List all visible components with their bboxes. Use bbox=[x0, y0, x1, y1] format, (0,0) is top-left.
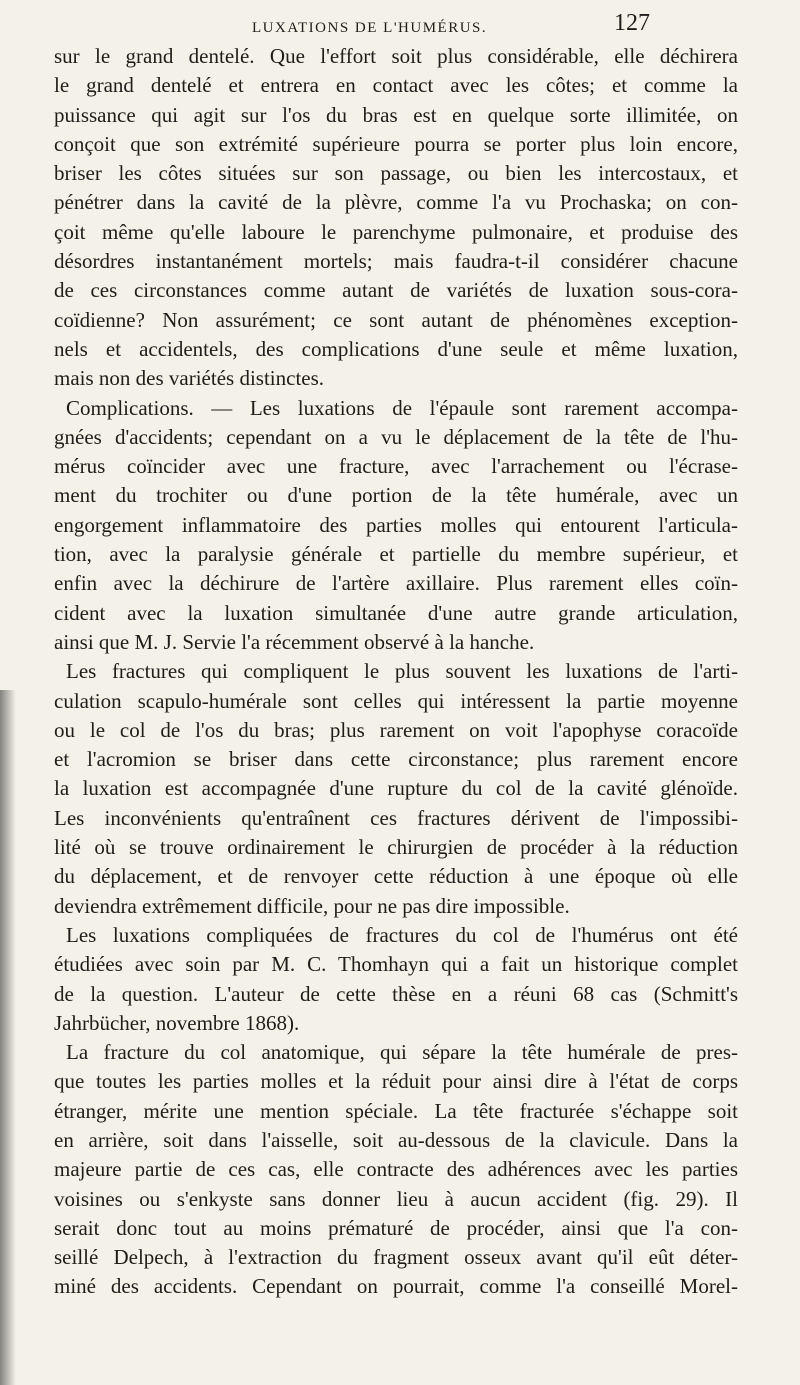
text-line: La fracture du col anatomique, qui sépare la tête humérale de pres- bbox=[66, 1040, 738, 1065]
text-line: ainsi que M. J. Servie l'a récemment observé à la hanche. bbox=[54, 629, 535, 654]
text-line: pénétrer dans la cavité de la plèvre, comme l'a vu Prochaska; on con- bbox=[54, 190, 738, 215]
text-line: majeure partie de ces cas, elle contracte des adhérences avec les parties bbox=[54, 1157, 738, 1182]
text-line: coïdienne? Non assurément; ce sont autant de phénomènes exception- bbox=[54, 307, 738, 332]
text-line: tion, avec la paralysie générale et partielle du membre supérieur, et bbox=[54, 542, 738, 567]
text-line: mais non des variétés distinctes. bbox=[54, 366, 325, 391]
page-gutter-shadow bbox=[0, 690, 16, 1385]
text-line: Les fractures qui compliquent le plus souvent les luxations de l'arti- bbox=[66, 659, 738, 684]
text-line: deviendra extrêmement difficile, pour ne pas dire impossible. bbox=[54, 893, 570, 918]
text-line: étranger, mérite une mention spéciale. La tête fracturée s'échappe soit bbox=[54, 1098, 738, 1123]
text-line: conçoit que son extrémité supérieure pourra se porter plus loin encore, bbox=[54, 131, 738, 156]
text-line: la luxation est accompagnée d'une rupture du col de la cavité glénoïde. bbox=[54, 776, 738, 801]
text-line: lité où se trouve ordinairement le chirurgien de procéder à la réduction bbox=[54, 835, 738, 860]
text-line: Les luxations compliquées de fractures du col de l'humérus ont été bbox=[66, 922, 738, 947]
text-line: Jahrbücher, novembre 1868). bbox=[54, 1010, 300, 1035]
text-line: de ces circonstances comme autant de variétés de luxation sous-cora- bbox=[54, 278, 738, 303]
text-line: çoit même qu'elle laboure le parenchyme pulmonaire, et produise des bbox=[54, 219, 738, 244]
text-line: gnées d'accidents; cependant on a vu le déplacement de la tête de l'hu- bbox=[54, 424, 738, 449]
text-line: voisines ou s'enkyste sans donner lieu à aucun accident (fig. 29). Il bbox=[54, 1186, 738, 1211]
text-line: en arrière, soit dans l'aisselle, soit au-dessous de la clavicule. Dans la bbox=[54, 1127, 738, 1152]
text-line: mérus coïncider avec une fracture, avec l'arrachement ou l'écrase- bbox=[54, 454, 738, 479]
text-line: de la question. L'auteur de cette thèse en a réuni 68 cas (Schmitt's bbox=[54, 981, 738, 1006]
text-line: miné des accidents. Cependant on pourrait, comme l'a conseillé Morel- bbox=[54, 1274, 738, 1299]
text-line: que toutes les parties molles et la réduit pour ainsi dire à l'état de corps bbox=[54, 1069, 738, 1094]
section-heading-line: Complications. — Les luxations de l'épaule sont rarement accompa- bbox=[66, 395, 738, 420]
text-line: du déplacement, et de renvoyer cette réduction à une époque où elle bbox=[54, 864, 738, 889]
running-head bbox=[0, 6, 800, 42]
text-line: désordres instantanément mortels; mais faudra-t-il considérer chacune bbox=[54, 249, 738, 274]
text-line: enfin avec la déchirure de l'artère axillaire. Plus rarement elles coïn- bbox=[54, 571, 738, 596]
running-title: LUXATIONS DE L'HUMÉRUS. bbox=[252, 20, 488, 36]
body-text bbox=[54, 42, 738, 1302]
text-line: et l'acromion se briser dans cette circonstance; plus rarement encore bbox=[54, 747, 738, 772]
text-line: nels et accidentels, des complications d'une seule et même luxation, bbox=[54, 336, 738, 361]
text-line: cident avec la luxation simultanée d'une autre grande articulation, bbox=[54, 600, 738, 625]
text-line: Les inconvénients qu'entraînent ces fractures dérivent de l'impossibi- bbox=[54, 805, 738, 830]
text-line: serait donc tout au moins prématuré de procéder, ainsi que l'a con- bbox=[54, 1215, 738, 1240]
text-line: étudiées avec soin par M. C. Thomhayn qui a fait un historique complet bbox=[54, 952, 738, 977]
text-line: ou le col de l'os du bras; plus rarement on voit l'apophyse coracoïde bbox=[54, 717, 738, 742]
text-line: le grand dentelé et entrera en contact avec les côtes; et comme la bbox=[54, 73, 738, 98]
text-line: ment du trochiter ou d'une portion de la tête humérale, avec un bbox=[54, 483, 738, 508]
text-line: puissance qui agit sur l'os du bras est en quelque sorte illimitée, on bbox=[54, 102, 738, 127]
text-line: engorgement inflammatoire des parties molles qui entourent l'articula- bbox=[54, 512, 738, 537]
text-line: culation scapulo-humérale sont celles qui intéressent la partie moyenne bbox=[54, 688, 738, 713]
page-number: 127 bbox=[614, 10, 650, 36]
text-line: seillé Delpech, à l'extraction du fragment osseux avant qu'il eût déter- bbox=[54, 1245, 738, 1270]
text-line: sur le grand dentelé. Que l'effort soit plus considérable, elle déchirera bbox=[54, 44, 738, 68]
text-line: briser les côtes situées sur son passage, ou bien les intercostaux, et bbox=[54, 161, 738, 186]
